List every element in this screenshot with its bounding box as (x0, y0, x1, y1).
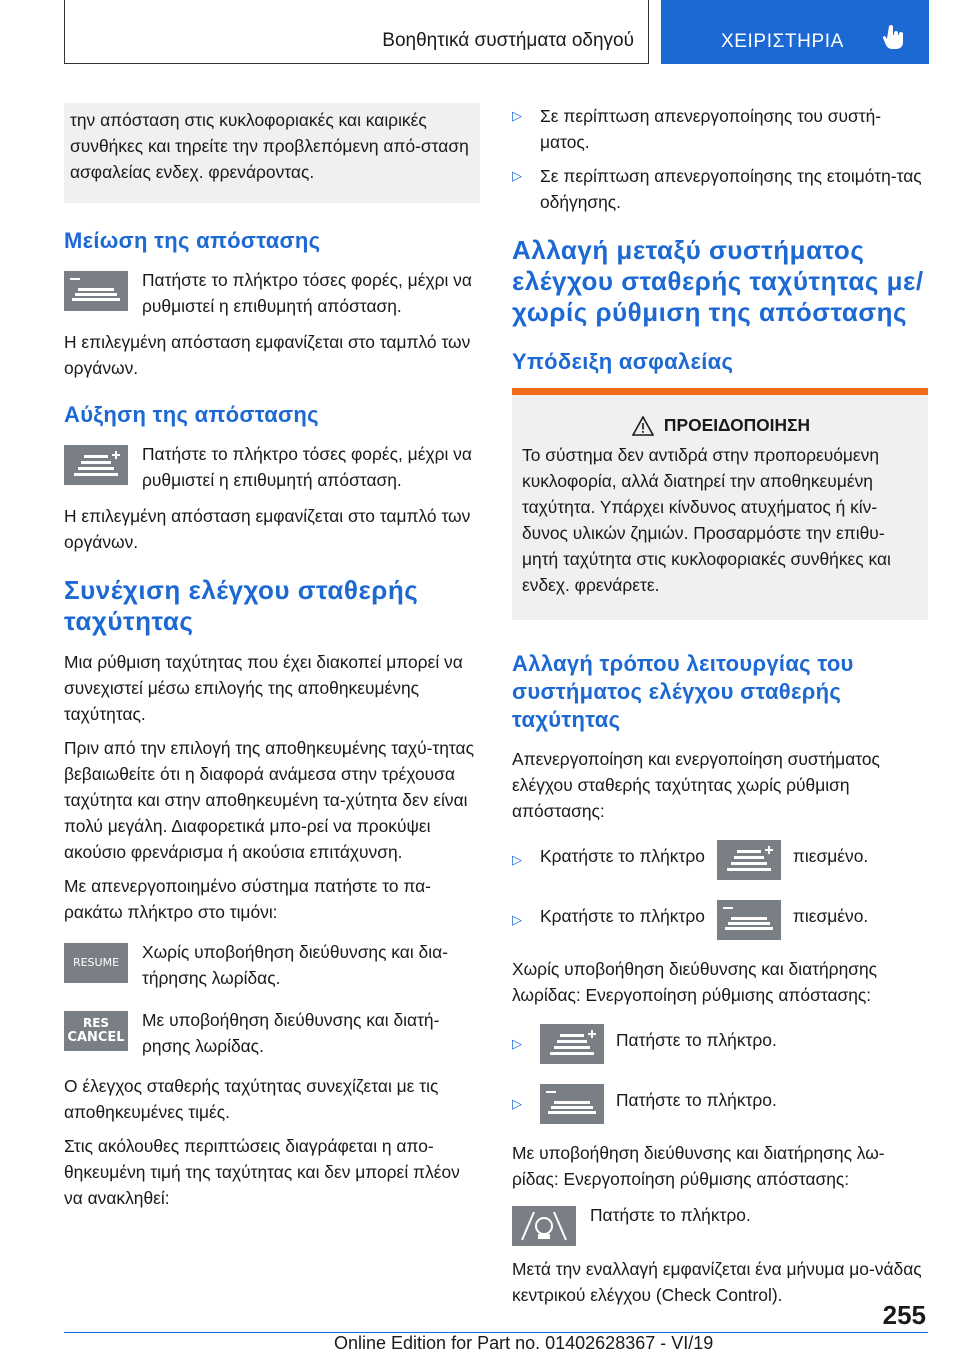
mode-paragraph-2: Χωρίς υποβοήθηση διεύθυνσης και διατήρησης λωρίδας: Ενεργοποίηση ρύθμισης απόστασης: (512, 959, 878, 1005)
hold-key-suffix: πιεσμένο. (792, 846, 869, 866)
resume-description: Χωρίς υποβοήθηση διεύθυνσης και δια-τήρησης λωρίδας. (142, 942, 448, 988)
resume-key-icon (64, 943, 128, 983)
list-item (512, 896, 928, 944)
hold-key-text: Κρατήστε το πλήκτρο (540, 846, 705, 866)
note-box (64, 103, 480, 203)
triangle-bullet-icon: ▷ (512, 1036, 522, 1051)
rescancel-key-row (64, 1007, 480, 1059)
res-cancel-key-icon (64, 1011, 128, 1051)
continue-paragraph-3: Με απενεργοποιημένο σύστημα πατήστε το πα-ρακάτω πλήκτρο στο τιμόνι: (64, 876, 431, 922)
warning-box (512, 395, 928, 620)
continue-cruise-heading: Συνέχιση ελέγχου σταθερής ταχύτητας (64, 575, 419, 636)
decrease-result: Η επιλεγμένη απόσταση εμφανίζεται στο ταμπλό των οργάνων. (64, 332, 471, 378)
list-item (512, 1080, 928, 1128)
decrease-instruction: Πατήστε το πλήκτρο τόσες φορές, μέχρι να ρυθμιστεί η επιθυμητή απόσταση. (142, 270, 472, 316)
continue-paragraph-2: Πριν από την επιλογή της αποθηκευμένης ταχύ-τητας βεβαιωθείτε ότι η διαφορά ανάμεσα στην τρέχουσα ταχύτητα και στην αποθηκευμένη τα-χύτητα δεν είναι πολύ μεγάλη. Διαφορετικά μπο-ρεί να προκύψει ακούσιο φρενάρισμα ή ακούσια επιτάχυνση. (64, 738, 474, 862)
header-chapter-tab (661, 0, 929, 64)
steering-assist-key-icon (512, 1206, 576, 1246)
triangle-bullet-icon: ▷ (512, 1096, 522, 1111)
list-item (512, 163, 928, 215)
list-item (512, 836, 928, 884)
press-key-text: Πατήστε το πλήκτρο. (616, 1090, 777, 1110)
increase-result: Η επιλεγμένη απόσταση εμφανίζεται στο ταμπλό των οργάνων. (64, 506, 471, 552)
header-section-title: Βοηθητικά συστήματα οδηγού (382, 30, 634, 51)
continue-paragraph-4: Ο έλεγχος σταθερής ταχύτητας συνεχίζεται με τις αποθηκευμένες τιμές. (64, 1076, 439, 1122)
increase-instruction: Πατήστε το πλήκτρο τόσες φορές, μέχρι να ρυθμιστεί η επιθυμητή απόσταση. (142, 444, 472, 490)
distance-decrease-key-icon (540, 1084, 604, 1124)
right-column (512, 103, 928, 1316)
page-number: 255 (882, 1300, 926, 1330)
decrease-key-row (64, 267, 480, 319)
hand-pointer-icon (883, 24, 905, 50)
decrease-distance-heading: Μείωση της απόστασης (64, 228, 321, 253)
mode-paragraph-3: Με υποβοήθηση διεύθυνσης και διατήρησης λω-ρίδας: Ενεργοποίηση ρύθμισης απόστασης: (512, 1143, 885, 1189)
continue-paragraph-1: Μια ρύθμιση ταχύτητας που έχει διακοπεί μπορεί να συνεχιστεί μέσω επιλογής της αποθηκευμένης ταχύτητας. (64, 652, 463, 724)
change-mode-heading: Αλλαγή τρόπου λειτουργίας του συστήματος ελέγχου σταθερής ταχύτητας (512, 651, 854, 732)
press-key-text: Πατήστε το πλήκτρο. (590, 1205, 751, 1225)
header-chapter-title: ΧΕΙΡΙΣΤΗΡΙΑ (721, 31, 844, 52)
triangle-bullet-icon: ▷ (512, 852, 522, 867)
left-column (64, 103, 480, 1219)
increase-key-row (64, 441, 480, 493)
triangle-bullet-icon: ▷ (512, 912, 522, 927)
note-text: την απόσταση στις κυκλοφοριακές και καιρικές συνθήκες και τηρείτε την προβλεπόμενη από-σταση ασφαλείας ενδεχ. φρενάροντας. (70, 110, 469, 182)
warning-bar (512, 388, 928, 395)
warning-triangle-icon (632, 416, 654, 436)
distance-increase-key-icon (717, 840, 781, 880)
mode-paragraph-4: Μετά την εναλλαγή εμφανίζεται ένα μήνυμα μο-νάδας κεντρικού ελέγχου (Check Control). (512, 1259, 922, 1305)
distance-increase-key-icon (64, 445, 128, 485)
rescancel-description: Με υποβοήθηση διεύθυνσης και διατή-ρησης λωρίδας. (142, 1010, 440, 1056)
distance-decrease-key-icon (717, 900, 781, 940)
increase-distance-heading: Αύξηση της απόστασης (64, 402, 319, 427)
bullet-text-2: Σε περίπτωση απενεργοποίησης της ετοιμότη-τας οδήγησης. (540, 166, 922, 212)
bullet-text-1: Σε περίπτωση απενεργοποίησης του συστή-ματος. (540, 106, 882, 152)
warning-text: Το σύστημα δεν αντιδρά στην προπορευόμενη κυκλοφορία, αλλά διατηρεί την αποθηκευμένη ταχύτητα. Υπάρχει κίνδυνος ατυχήματος ή κίν-δυνος υλικών ζημιών. Προσαρμόστε την επιθυ-μητή ταχύτητα στις κυκλοφοριακές συνθήκες και ενδεχ. φρενάρετε. (522, 445, 891, 595)
resume-key-label: RESUME (72, 956, 120, 969)
switch-mode-heading: Αλλαγή μεταξύ συστήματος ελέγχου σταθερής ταχύτητας με/χωρίς ρύθμιση της απόστασης (512, 235, 924, 327)
warning-title: ΠΡΟΕΙΔΟΠΟΙΗΣΗ (663, 415, 811, 435)
triangle-bullet-icon: ▷ (512, 168, 522, 183)
rescancel-key-label-2: CANCEL (67, 1030, 125, 1045)
hold-key-text: Κρατήστε το πλήκτρο (540, 906, 705, 926)
resume-key-row (64, 939, 480, 991)
footer-edition: Online Edition for Part no. 01402628367 - VI/19 (334, 1333, 714, 1353)
rescancel-key-label-1: RES (82, 1016, 110, 1030)
distance-increase-key-icon (540, 1024, 604, 1064)
distance-decrease-key-icon (64, 271, 128, 311)
list-item (512, 103, 928, 155)
triangle-bullet-icon: ▷ (512, 108, 522, 123)
safety-note-heading: Υπόδειξη ασφαλείας (512, 349, 734, 374)
mode-paragraph-1: Απενεργοποίηση και ενεργοποίηση συστήματος ελέγχου σταθερής ταχύτητας χωρίς ρύθμιση απόστασης: (512, 749, 880, 821)
steering-assist-key-row (512, 1202, 928, 1246)
continue-paragraph-5: Στις ακόλουθες περιπτώσεις διαγράφεται η απο-θηκευμένη τιμή της ταχύτητας και δεν μπορεί πλέον να ανακληθεί: (64, 1136, 460, 1208)
press-key-text: Πατήστε το πλήκτρο. (616, 1030, 777, 1050)
hold-key-suffix: πιεσμένο. (792, 906, 869, 926)
list-item (512, 1020, 928, 1068)
warning-title-row (522, 415, 920, 436)
header-section-box (64, 0, 649, 64)
